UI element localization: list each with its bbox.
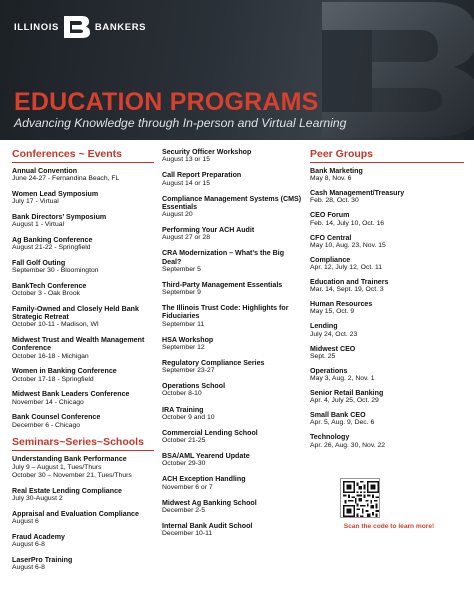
item-title: Compliance Management Systems (CMS) Essentials — [162, 194, 302, 211]
list-item — [162, 336, 302, 352]
item-date: August 13 or 15 — [162, 156, 210, 164]
qr-caption: Scan the code to learn more! — [343, 523, 435, 530]
item-date: August 14 or 15 — [162, 179, 210, 187]
item-title: Small Bank CEO — [310, 411, 366, 420]
list-item — [12, 556, 154, 572]
item-title: Operations School — [162, 382, 226, 391]
list-item — [12, 367, 154, 383]
item-title: Midwest Ag Banking School — [162, 498, 257, 507]
middle-column — [162, 148, 302, 545]
right-column — [310, 148, 464, 456]
item-date: September 30 - Bloomington — [12, 267, 99, 275]
item-title: Midwest Bank Leaders Conference — [12, 390, 130, 399]
item-date: September 5 — [162, 265, 201, 273]
item-date: Apr. 26, Aug. 30, Nov. 22 — [310, 441, 386, 449]
seminars-heading: Seminars~Series~Schools — [12, 436, 154, 451]
item-date: May 10, Aug. 23, Nov. 15 — [310, 241, 386, 249]
list-item — [310, 367, 464, 383]
item-title: Midwest Trust and Wealth Management Conference — [12, 336, 145, 353]
list-item — [12, 213, 154, 229]
item-date: August 20 — [162, 211, 193, 218]
item-date: October 8-10 — [162, 390, 202, 398]
item-title: Women in Banking Conference — [12, 367, 117, 376]
item-date: October 9 and 10 — [162, 413, 215, 421]
item-title: LaserPro Training — [12, 555, 73, 564]
item-title: Technology — [310, 433, 350, 442]
item-date: May 15, Oct. 9 — [310, 308, 355, 316]
item-date: November 14 - Chicago — [12, 398, 84, 406]
item-title: Bank Marketing — [310, 167, 363, 175]
item-date: Sept. 25 — [310, 352, 336, 360]
item-date: June 24-27 - Fernandina Beach, FL — [12, 175, 120, 183]
list-item — [162, 452, 302, 468]
item-title: Women Lead Symposium — [12, 190, 99, 198]
item-title: Commercial Lending School — [162, 428, 258, 437]
item-date: July 17 - Virtual — [12, 198, 59, 206]
list-item — [310, 278, 464, 294]
item-date: Apr. 12, July 12, Oct. 11 — [310, 264, 383, 272]
item-title: Fall Golf Outing — [12, 259, 66, 267]
list-item — [310, 322, 464, 338]
item-date: Apr. 4, July 25, Oct. 29 — [310, 397, 379, 405]
item-title: Operations — [310, 366, 348, 375]
list-item — [12, 533, 154, 549]
bankers-b-logo-icon — [62, 14, 92, 40]
item-title: Security Officer Workshop — [162, 148, 252, 156]
list-item — [12, 190, 154, 206]
item-date: October 3 - Oak Brook — [12, 290, 80, 298]
qr-code-icon — [343, 481, 379, 517]
list-item — [12, 510, 154, 526]
item-date: August 21-22 - Springfield — [12, 244, 91, 252]
item-title: Regulatory Compliance Series — [162, 358, 265, 367]
item-date: Feb. 28, Oct. 30 — [310, 197, 359, 205]
programs-list — [162, 148, 302, 538]
item-date: July 9 – August 1, Tues/Thurs — [12, 463, 102, 471]
item-title: Midwest CEO — [310, 344, 356, 353]
item-date: October 10-11 - Madison, WI — [12, 321, 99, 329]
item-date: Feb. 14, July 10, Oct. 16 — [310, 219, 385, 227]
item-title: HSA Workshop — [162, 335, 214, 344]
logo-left-word: ILLINOIS — [14, 21, 59, 33]
list-item — [12, 390, 154, 406]
list-item — [310, 389, 464, 405]
item-title: CEO Forum — [310, 211, 350, 220]
item-title: Bank Directors’ Symposium — [12, 213, 107, 221]
page-subtitle: Advancing Knowledge through In-person and Virtual Learning — [14, 116, 347, 130]
item-title: CRA Modernization – What’s the Big Deal? — [162, 249, 285, 266]
item-date: October 29-30 — [162, 460, 206, 468]
list-item — [310, 411, 464, 427]
list-item — [162, 195, 302, 220]
item-title: BankTech Conference — [12, 282, 87, 290]
item-date: August 1 - Virtual — [12, 221, 65, 229]
item-title: Human Resources — [310, 300, 373, 309]
item-title: Real Estate Lending Compliance — [12, 486, 122, 495]
item-date: December 10-11 — [162, 530, 213, 538]
list-item — [162, 382, 302, 398]
item-date: August 6-8 — [12, 540, 45, 548]
item-title: Family-Owned and Closely Held Bank Strategic Retreat — [12, 305, 139, 322]
list-item — [310, 433, 464, 449]
item-title: Senior Retail Banking — [310, 389, 384, 398]
item-date: November 6 or 7 — [162, 483, 213, 491]
item-date: October 17-18 - Springfield — [12, 375, 94, 383]
list-item — [310, 234, 464, 250]
logo-right-word: BANKERS — [94, 21, 147, 33]
list-item — [162, 281, 302, 297]
qr-code[interactable] — [340, 478, 380, 518]
seminars-list — [12, 455, 154, 572]
item-title: Compliance — [310, 255, 351, 264]
list-item — [162, 249, 302, 274]
conferences-heading: Conferences ~ Events — [12, 148, 154, 163]
list-item — [12, 236, 154, 252]
list-item — [162, 148, 302, 164]
item-title: Cash Management/Treasury — [310, 189, 405, 198]
item-title: ACH Exception Handling — [162, 475, 246, 484]
list-item — [12, 487, 154, 503]
list-item — [12, 259, 154, 275]
item-date: September 11 — [162, 320, 205, 328]
list-item — [310, 345, 464, 361]
item-date: September 12 — [162, 343, 205, 351]
conferences-list — [12, 167, 154, 430]
item-title: Call Report Preparation — [162, 171, 242, 180]
item-date: July 30-August 2 — [12, 494, 63, 502]
item-title: Education and Trainers — [310, 278, 389, 287]
item-title: Bank Counsel Conference — [12, 413, 101, 422]
item-title: The Illinois Trust Code: Highlights for Fiduciaries — [162, 304, 289, 321]
item-title: Third-Party Management Essentials — [162, 280, 283, 289]
item-title: IRA Training — [162, 405, 204, 414]
list-item — [12, 455, 154, 480]
list-item — [162, 171, 302, 187]
item-date: October 16-18 - Michigan — [12, 352, 89, 360]
item-title: Performing Your ACH Audit — [162, 226, 255, 235]
peer-groups-list — [310, 167, 464, 450]
item-title: Internal Bank Audit School — [162, 522, 253, 531]
item-title: Appraisal and Evaluation Compliance — [12, 509, 139, 518]
item-title: Lending — [310, 322, 338, 331]
item-date-secondary: October 30 – November 21, Tues/Thurs — [12, 471, 132, 479]
item-title: Annual Convention — [12, 167, 78, 175]
peer-groups-heading: Peer Groups — [310, 148, 464, 163]
item-date: Mar. 14, Sept. 19, Oct. 3 — [310, 286, 384, 294]
list-item — [12, 305, 154, 330]
item-date: December 6 - Chicago — [12, 421, 80, 429]
list-item — [162, 522, 302, 538]
list-item — [162, 226, 302, 242]
item-date: September 23-27 — [162, 367, 215, 375]
list-item — [162, 475, 302, 491]
brand-logo — [14, 14, 146, 40]
item-date: October 21-25 — [162, 437, 206, 445]
item-date: May 3, Aug. 2, Nov. 1 — [310, 375, 375, 383]
item-title: Understanding Bank Performance — [12, 455, 127, 464]
list-item — [12, 336, 154, 361]
item-title: BSA/AML Yearend Update — [162, 452, 250, 461]
header-banner — [0, 0, 474, 140]
list-item — [310, 211, 464, 227]
list-item — [12, 413, 154, 429]
list-item — [310, 256, 464, 272]
list-item — [310, 167, 464, 183]
item-date: July 24, Oct. 23 — [310, 330, 358, 338]
item-date: September 9 — [162, 289, 201, 297]
item-title: Ag Banking Conference — [12, 236, 93, 244]
item-date: Apr. 5, Aug. 9, Dec. 6 — [310, 419, 375, 427]
list-item — [12, 282, 154, 298]
list-item — [310, 189, 464, 205]
item-title: CFO Central — [310, 233, 352, 242]
item-title: Fraud Academy — [12, 532, 65, 541]
item-date: August 27 or 28 — [162, 234, 210, 242]
list-item — [162, 359, 302, 375]
list-item — [162, 499, 302, 515]
left-column — [12, 148, 154, 579]
item-date: August 6 — [12, 517, 39, 525]
item-date: August 6-8 — [12, 563, 45, 571]
item-date: December 2-5 — [162, 506, 206, 514]
page-title: EDUCATION PROGRAMS — [14, 88, 319, 116]
list-item — [162, 406, 302, 422]
list-item — [310, 300, 464, 316]
list-item — [162, 429, 302, 445]
list-item — [162, 304, 302, 329]
item-date: May 8, Nov. 6 — [310, 175, 352, 183]
list-item — [12, 167, 154, 183]
